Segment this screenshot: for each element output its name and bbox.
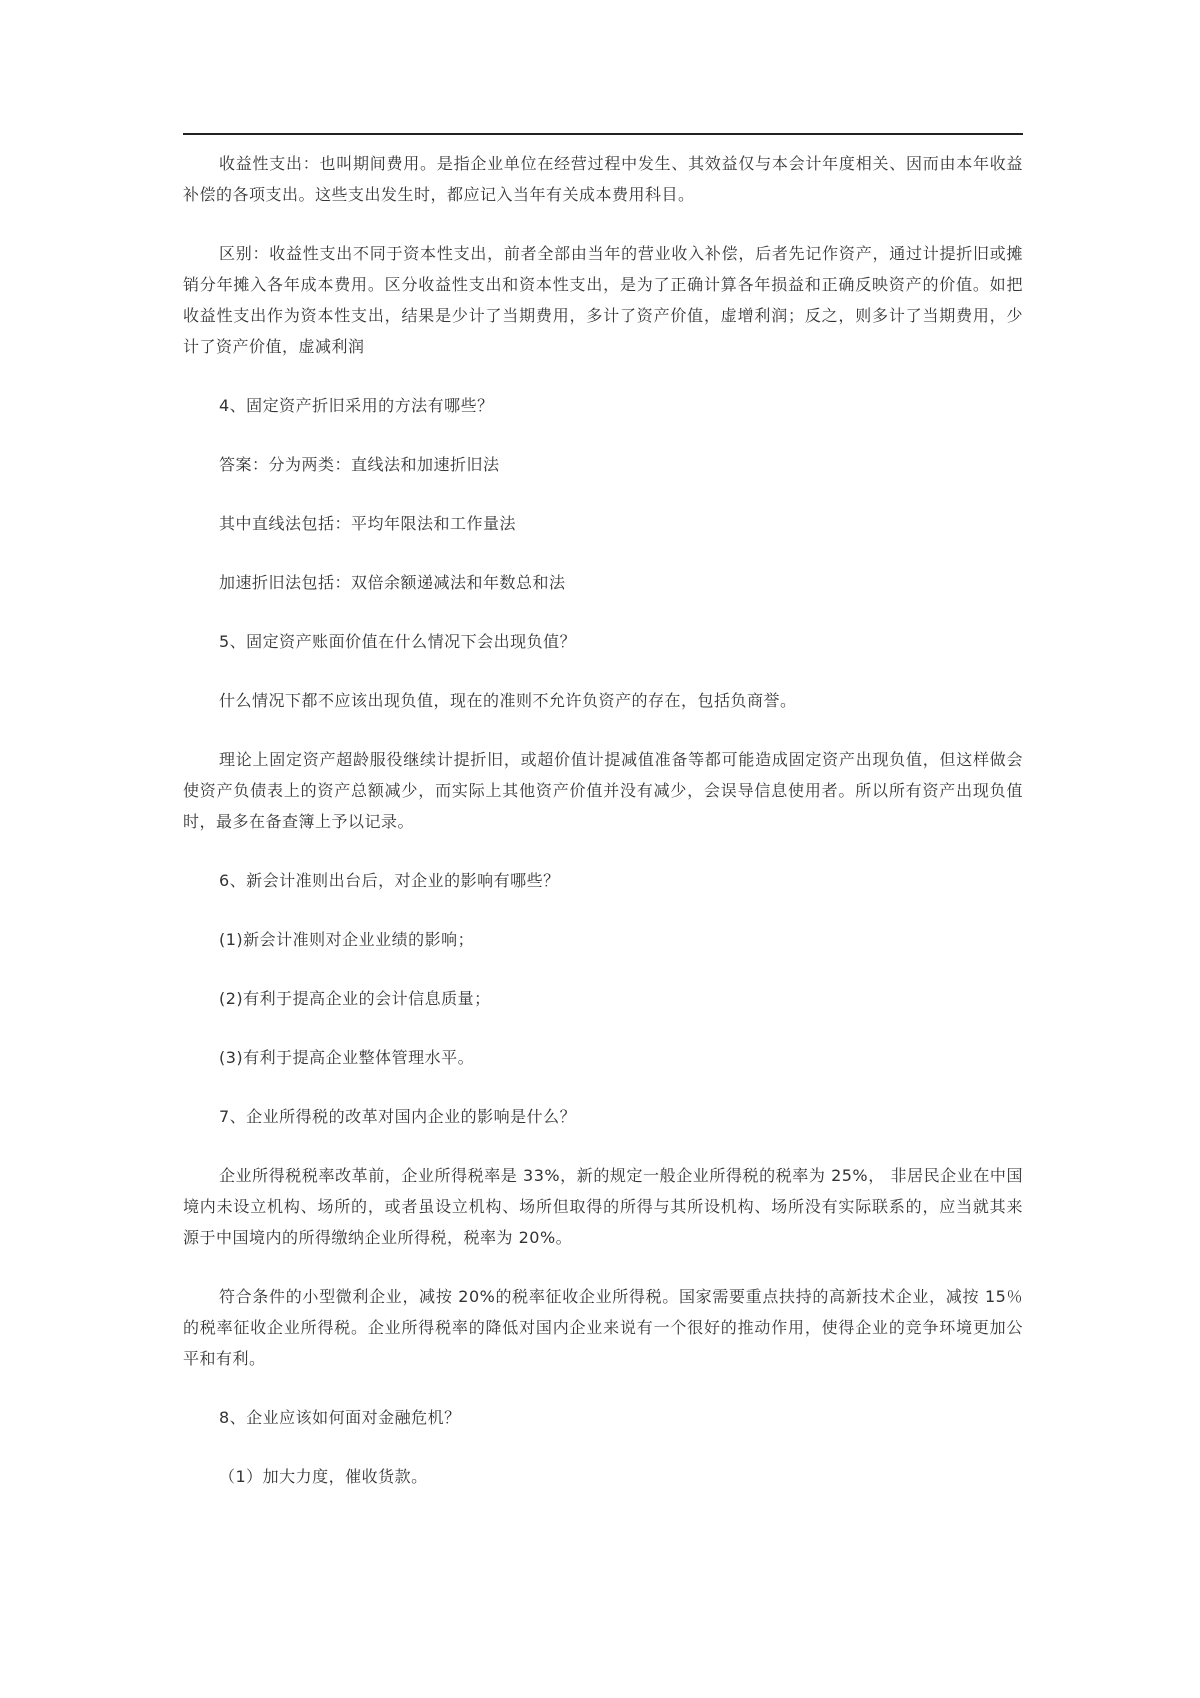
answer-4-straight-line: 其中直线法包括：平均年限法和工作量法 [219,514,517,533]
answer-8-item-1: （1）加大力度，催收货款。 [219,1467,428,1486]
answer-7-small-enterprises: 符合条件的小型微利企业，减按 20%的税率征收企业所得税。国家需要重点扶持的高新技术企业，减按 15％的税率征收企业所得税。企业所得税率的降低对国内企业来说有一个很好的推动作用，使得企业的竞争环境更加公平和有利。 [183,1287,1023,1368]
answer-4-accelerated: 加速折旧法包括：双倍余额递减法和年数总和法 [219,573,566,592]
answer-7-rates: 企业所得税税率改革前，企业所得税率是 33%，新的规定一般企业所得税的税率为 25%， 非居民企业在中国境内未设立机构、场所的，或者虽设立机构、场所但取得的所得与其所设机构、场所没有实际联系的，应当就其来源于中国境内的所得缴纳企业所得税，税率为 20%。 [183,1166,1023,1247]
question-8: 8、企业应该如何面对金融危机？ [219,1408,461,1427]
answer-6-item-2: (2)有利于提高企业的会计信息质量； [219,989,491,1008]
question-6: 6、新会计准则出台后，对企业的影响有哪些？ [219,871,560,890]
document-body [183,148,1023,1520]
question-5: 5、固定资产账面价值在什么情况下会出现负值？ [219,632,577,651]
paragraph-revenue-expenditure: 收益性支出：也叫期间费用。是指企业单位在经营过程中发生、其效益仅与本会计年度相关、因而由本年收益补偿的各项支出。这些支出发生时，都应记入当年有关成本费用科目。 [183,154,1023,204]
paragraph-difference: 区别：收益性支出不同于资本性支出，前者全部由当年的营业收入补偿，后者先记作资产，通过计提折旧或摊销分年摊入各年成本费用。区分收益性支出和资本性支出，是为了正确计算各年损益和正确反映资产的价值。如把收益性支出作为资本性支出，结果是少计了当期费用，多计了资产价值，虚增利润；反之，则多计了当期费用，少计了资产价值，虚减利润 [183,244,1023,356]
answer-6-item-1: (1)新会计准则对企业业绩的影响； [219,930,475,949]
answer-4: 答案：分为两类：直线法和加速折旧法 [219,455,500,474]
question-7: 7、企业所得税的改革对国内企业的影响是什么？ [219,1107,577,1126]
answer-5-detail: 理论上固定资产超龄服役继续计提折旧，或超价值计提减值准备等都可能造成固定资产出现负值，但这样做会使资产负债表上的资产总额减少，而实际上其他资产价值并没有减少，会误导信息使用者。所以所有资产出现负值时，最多在备查簿上予以记录。 [183,750,1023,831]
question-4: 4、固定资产折旧采用的方法有哪些？ [219,396,494,415]
answer-5-intro: 什么情况下都不应该出现负值，现在的准则不允许负资产的存在，包括负商誉。 [219,691,797,710]
answer-6-item-3: (3)有利于提高企业整体管理水平。 [219,1048,475,1067]
header-rule [183,133,1023,135]
